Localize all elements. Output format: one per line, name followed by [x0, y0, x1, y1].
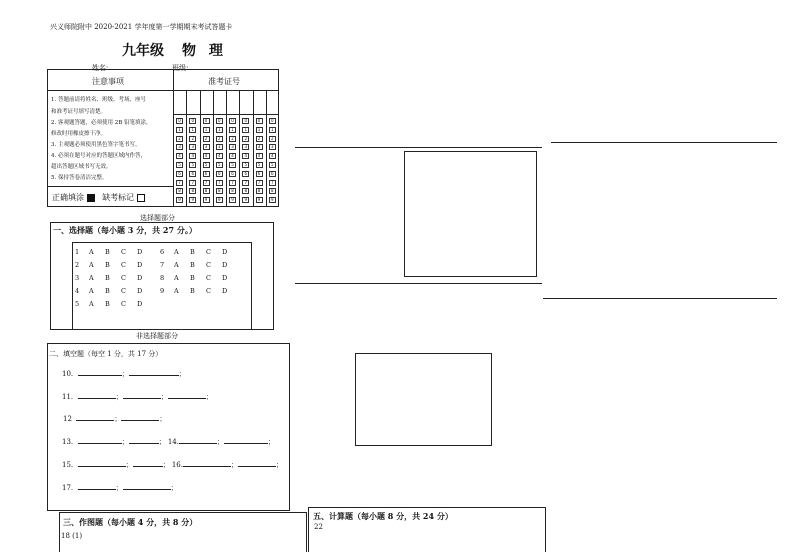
notice-item: 和准考证号填写清楚。	[51, 109, 107, 115]
exam-id-bubble[interactable]: 6	[242, 171, 249, 177]
exam-id-bubble[interactable]: 9	[256, 197, 263, 203]
option-bubble[interactable]: A	[89, 248, 94, 256]
option-bubble[interactable]: B	[190, 261, 195, 269]
exam-id-bubble[interactable]: 0	[229, 118, 236, 124]
exam-id-column-divider	[239, 90, 240, 207]
option-bubble[interactable]: B	[190, 248, 195, 256]
notice-item: 5. 保持答卷清洁完整。	[51, 175, 108, 181]
middle-rule-bottom	[295, 283, 542, 284]
answer-blank[interactable]	[168, 389, 206, 399]
exam-id-bubble[interactable]: 4	[176, 153, 183, 159]
exam-id-bubble[interactable]: 9	[242, 197, 249, 203]
option-bubble[interactable]: B	[190, 274, 195, 282]
exam-id-bubble[interactable]: 1	[189, 127, 196, 133]
exam-id-column-divider	[200, 90, 201, 207]
answer-blank[interactable]	[121, 411, 159, 421]
option-bubble[interactable]: B	[105, 274, 110, 282]
option-bubble[interactable]: A	[174, 287, 179, 295]
exam-id-bubble[interactable]: 4	[229, 153, 236, 159]
option-bubble[interactable]: A	[174, 248, 179, 256]
option-bubble[interactable]: D	[137, 287, 143, 295]
exam-id-bubble[interactable]: 7	[176, 180, 183, 186]
exam-id-bubble[interactable]: 9	[269, 197, 276, 203]
exam-id-bubble[interactable]: 4	[269, 153, 276, 159]
answer-blank[interactable]	[123, 389, 161, 399]
option-bubble[interactable]: B	[105, 287, 110, 295]
exam-id-bubble[interactable]: 6	[269, 171, 276, 177]
exam-id-bubble[interactable]: 0	[189, 118, 196, 124]
objective-title: 一、选择题（每小题 3 分，共 27 分。）	[53, 225, 197, 235]
exam-id-bubble[interactable]: 5	[176, 162, 183, 168]
question-number: 6	[160, 248, 165, 256]
exam-id-bubble[interactable]: 8	[256, 188, 263, 194]
option-bubble[interactable]: C	[121, 287, 126, 295]
exam-id-bubble[interactable]: 3	[229, 144, 236, 150]
answer-blank[interactable]	[78, 389, 116, 399]
option-bubble[interactable]: D	[222, 248, 228, 256]
option-bubble[interactable]: C	[121, 261, 126, 269]
exam-id-bubble[interactable]: 5	[189, 162, 196, 168]
answer-blank[interactable]	[123, 480, 171, 490]
exam-id-write-line	[173, 114, 279, 115]
exam-id-bubble[interactable]: 6	[229, 171, 236, 177]
exam-id-grid	[173, 90, 279, 207]
exam-id-bubble[interactable]: 2	[216, 136, 223, 142]
question-number: 4	[75, 287, 80, 295]
name-label: 姓名:	[92, 64, 109, 72]
exam-id-bubble[interactable]: 2	[189, 136, 196, 142]
option-bubble[interactable]: D	[137, 274, 143, 282]
exam-id-bubble[interactable]: 2	[269, 136, 276, 142]
option-bubble[interactable]: B	[190, 287, 195, 295]
exam-id-bubble[interactable]: 7	[242, 180, 249, 186]
notice-item: 1. 答题前请将姓名、班级、考场、座号	[51, 97, 146, 103]
option-bubble[interactable]: B	[105, 300, 110, 308]
notice-item: 超出答题区域书写无效。	[51, 164, 112, 170]
exam-id-bubble[interactable]: 0	[256, 118, 263, 124]
answer-blank[interactable]	[224, 434, 268, 444]
option-bubble[interactable]: C	[206, 248, 211, 256]
exam-id-bubble[interactable]: 7	[256, 180, 263, 186]
middle-answer-box-2[interactable]	[355, 353, 492, 446]
exam-id-bubble[interactable]: 3	[189, 144, 196, 150]
fill-item-17: 17. ； ；	[62, 480, 178, 493]
question-number: 8	[160, 274, 165, 282]
class-label: 班级:	[172, 64, 189, 72]
fill-legend	[52, 192, 145, 203]
question-number: 5	[75, 300, 80, 308]
question-number: 3	[75, 274, 80, 282]
exam-id-bubble[interactable]: 0	[269, 118, 276, 124]
answer-blank[interactable]	[78, 480, 116, 490]
option-bubble[interactable]: B	[105, 248, 110, 256]
option-bubble[interactable]: A	[89, 300, 94, 308]
exam-id-bubble[interactable]: 4	[256, 153, 263, 159]
exam-id-bubble[interactable]: 2	[242, 136, 249, 142]
question-number: 1	[75, 248, 80, 256]
option-bubble[interactable]: D	[137, 248, 143, 256]
exam-id-bubble[interactable]: 3	[216, 144, 223, 150]
exam-id-column-divider	[266, 90, 267, 207]
exam-id-bubble[interactable]: 8	[176, 188, 183, 194]
exam-id-bubble[interactable]: 7	[216, 180, 223, 186]
absent-label: 缺考标记	[102, 193, 135, 202]
fill-item-15-16: 15. ； ； 16. ； ；	[62, 457, 283, 470]
absent-checkbox[interactable]	[137, 194, 145, 202]
school-line: 兴义师院附中 2020-2021 学年度第一学期期末考试答题卡	[50, 23, 233, 31]
exam-id-column-divider	[213, 90, 214, 207]
exam-id-bubble[interactable]: 5	[203, 162, 210, 168]
exam-id-bubble[interactable]: 3	[269, 144, 276, 150]
exam-id-bubble[interactable]: 5	[216, 162, 223, 168]
answer-blank[interactable]	[76, 411, 114, 421]
answer-blank[interactable]	[78, 434, 122, 444]
exam-id-bubble[interactable]: 6	[203, 171, 210, 177]
fill-correct-label: 正确填涂	[52, 193, 84, 202]
option-bubble[interactable]: D	[137, 261, 143, 269]
answer-blank[interactable]	[179, 434, 217, 444]
option-bubble[interactable]: B	[105, 261, 110, 269]
notice-fill-line	[47, 186, 173, 187]
answer-blank[interactable]	[238, 457, 276, 467]
middle-rule-top	[295, 147, 542, 148]
exam-id-bubble[interactable]: 2	[203, 136, 210, 142]
exam-id-bubble[interactable]: 2	[229, 136, 236, 142]
right-rule-top	[551, 142, 777, 143]
exam-id-bubble[interactable]: 5	[229, 162, 236, 168]
question-number: 9	[160, 287, 165, 295]
exam-id-bubble[interactable]: 9	[189, 197, 196, 203]
answer-blank[interactable]	[78, 457, 126, 467]
exam-id-bubble[interactable]: 0	[216, 118, 223, 124]
subjective-heading: 非选择题部分	[136, 332, 178, 340]
exam-id-bubble[interactable]: 7	[203, 180, 210, 186]
middle-answer-box-1[interactable]	[404, 151, 537, 277]
exam-id-bubble[interactable]: 5	[256, 162, 263, 168]
exam-id-bubble[interactable]: 2	[256, 136, 263, 142]
question-number: 2	[75, 261, 80, 269]
exam-id-bubble[interactable]: 1	[269, 127, 276, 133]
option-bubble[interactable]: A	[89, 287, 94, 295]
exam-id-bubble[interactable]: 1	[229, 127, 236, 133]
objective-heading: 选择题部分	[140, 214, 175, 222]
option-bubble[interactable]: A	[89, 261, 94, 269]
exam-id-column-divider	[226, 90, 227, 207]
exam-id-bubble[interactable]: 1	[216, 127, 223, 133]
exam-id-bubble[interactable]: 7	[229, 180, 236, 186]
option-bubble[interactable]: A	[174, 261, 179, 269]
exam-id-bubble[interactable]: 6	[256, 171, 263, 177]
exam-id-bubble[interactable]: 4	[242, 153, 249, 159]
answer-blank[interactable]	[133, 457, 163, 467]
option-bubble[interactable]: D	[222, 261, 228, 269]
exam-id-bubble[interactable]: 5	[242, 162, 249, 168]
exam-id-bubble[interactable]: 3	[256, 144, 263, 150]
option-bubble[interactable]: D	[222, 287, 228, 295]
exam-id-bubble[interactable]: 9	[176, 197, 183, 203]
exam-id-bubble[interactable]: 6	[176, 171, 183, 177]
exam-id-bubble[interactable]: 8	[242, 188, 249, 194]
option-bubble[interactable]: A	[174, 274, 179, 282]
question-number: 7	[160, 261, 165, 269]
option-bubble[interactable]: C	[206, 261, 211, 269]
exam-id-column-divider	[186, 90, 187, 207]
exam-id-bubble[interactable]: 4	[203, 153, 210, 159]
exam-id-bubble[interactable]: 4	[216, 153, 223, 159]
exam-id-bubble[interactable]: 1	[176, 127, 183, 133]
option-bubble[interactable]: C	[121, 274, 126, 282]
filled-square-icon	[87, 194, 95, 202]
exam-id-bubble[interactable]: 8	[203, 188, 210, 194]
exam-id-bubble[interactable]: 5	[269, 162, 276, 168]
exam-id-bubble[interactable]: 6	[189, 171, 196, 177]
subject-title: 物 理	[182, 43, 227, 59]
calc-title: 五、计算题（每小题 8 分，共 24 分）	[313, 511, 453, 521]
grade-title: 九年级	[122, 43, 164, 59]
exam-id-bubble[interactable]: 7	[189, 180, 196, 186]
exam-id-bubble[interactable]: 8	[269, 188, 276, 194]
exam-id-bubble[interactable]: 9	[216, 197, 223, 203]
exam-id-bubble[interactable]: 6	[216, 171, 223, 177]
calc-item-22: 22	[314, 523, 323, 531]
answer-blank[interactable]	[78, 366, 122, 376]
exam-id-bubble[interactable]: 1	[256, 127, 263, 133]
exam-id-bubble[interactable]: 3	[176, 144, 183, 150]
answer-blank[interactable]	[129, 366, 179, 376]
exam-id-title: 准考证号	[208, 77, 240, 86]
exam-id-column-divider	[253, 90, 254, 207]
exam-id-bubble[interactable]: 3	[242, 144, 249, 150]
answer-blank[interactable]	[183, 457, 231, 467]
exam-id-bubble[interactable]: 0	[203, 118, 210, 124]
option-bubble[interactable]: C	[121, 248, 126, 256]
draw-title: 三、作图题（每小题 4 分，共 8 分）	[63, 517, 198, 527]
exam-id-bubble[interactable]: 1	[242, 127, 249, 133]
fill-title: 二、填空题（每空 1 分，共 17 分）	[49, 350, 163, 358]
right-rule-bottom	[543, 298, 777, 299]
fill-item-10: 10. ； ；	[62, 366, 186, 379]
exam-id-bubble[interactable]: 9	[229, 197, 236, 203]
notice-item: 修改时用橡皮擦干净。	[51, 131, 107, 137]
option-bubble[interactable]: D	[222, 274, 228, 282]
exam-id-bubble[interactable]: 1	[203, 127, 210, 133]
fill-item-13-14: 13. ； ； 14. ； ；	[62, 434, 275, 447]
notice-item: 3. 主观题必须使用黑色签字笔书写。	[51, 142, 141, 148]
exam-id-bubble[interactable]: 4	[189, 153, 196, 159]
exam-id-bubble[interactable]: 2	[176, 136, 183, 142]
exam-id-bubble[interactable]: 7	[269, 180, 276, 186]
notice-item: 4. 必须在题号对应的答题区域内作答，	[51, 153, 146, 159]
draw-item-18: 18 (1)	[61, 532, 83, 540]
exam-id-bubble[interactable]: 3	[203, 144, 210, 150]
objective-rows	[75, 248, 245, 328]
fill-item-11: 11. ； ； ；	[62, 389, 213, 402]
option-bubble[interactable]: C	[206, 287, 211, 295]
notice-title: 注意事项	[92, 77, 124, 86]
fill-item-12: 12 ； ；	[63, 411, 166, 424]
exam-id-bubble[interactable]: 0	[242, 118, 249, 124]
option-bubble[interactable]: C	[121, 300, 126, 308]
exam-id-bubble[interactable]: 8	[216, 188, 223, 194]
exam-id-bubble[interactable]: 8	[189, 188, 196, 194]
answer-blank[interactable]	[129, 434, 159, 444]
option-bubble[interactable]: C	[206, 274, 211, 282]
exam-id-bubble[interactable]: 9	[203, 197, 210, 203]
option-bubble[interactable]: D	[137, 300, 143, 308]
exam-id-bubble[interactable]: 8	[229, 188, 236, 194]
notice-item: 2. 客观题答题，必须使用 2B 铅笔填涂，	[51, 120, 152, 126]
option-bubble[interactable]: A	[89, 274, 94, 282]
exam-id-bubble[interactable]: 0	[176, 118, 183, 124]
